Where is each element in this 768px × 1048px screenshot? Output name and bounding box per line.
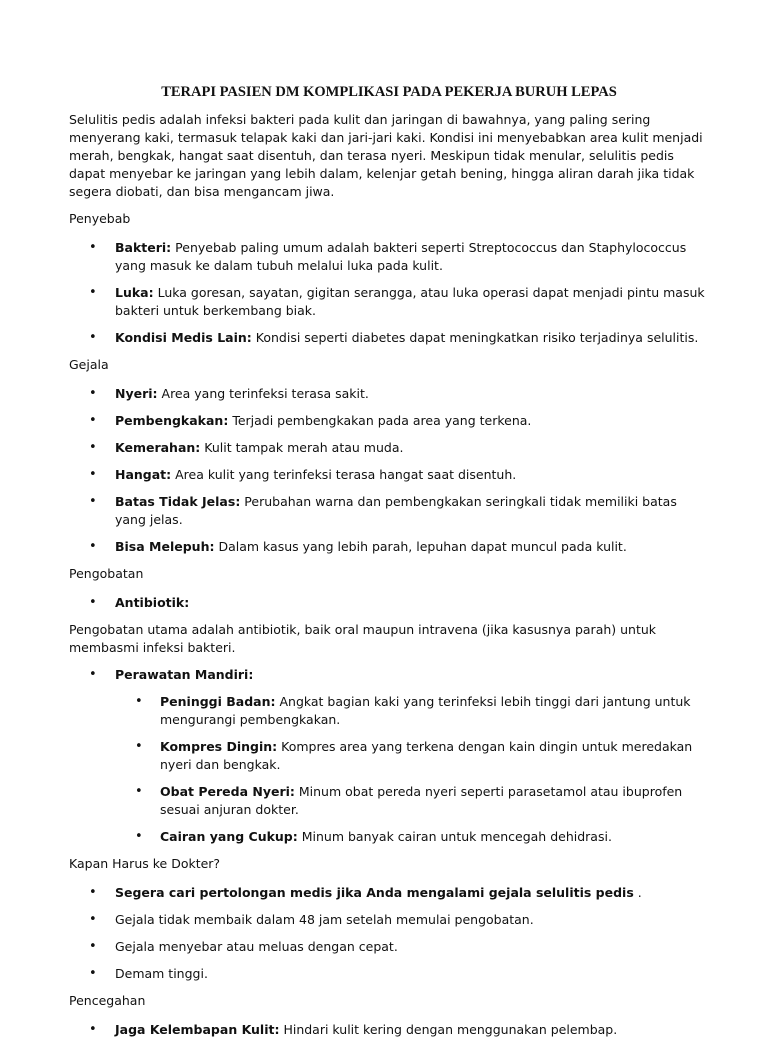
item-term: Antibiotik: (115, 595, 190, 610)
item-text: Kulit tampak merah atau muda. (200, 440, 404, 455)
list-gejala (69, 385, 709, 556)
item-term: Kemerahan: (115, 440, 201, 455)
item-text: Kompres area yang terkena dengan kain dingin untuk meredakan nyeri dan bengkak. (160, 739, 693, 772)
item-text: Terjadi pembengkakan pada area yang terkena. (228, 413, 532, 428)
list-item: • Demam tinggi. (69, 965, 709, 983)
list-item (69, 666, 709, 684)
list-pengobatan-perawatan (69, 666, 709, 684)
item-term: Obat Pereda Nyeri: (160, 784, 295, 799)
item-term: Kondisi Medis Lain: (115, 330, 252, 345)
list-item (69, 594, 709, 612)
list-item (69, 738, 709, 774)
item-term: Jaga Kelembapan Kulit: (115, 1022, 280, 1037)
document-title: TERAPI PASIEN DM KOMPLIKASI PADA PEKERJA BURUH LEPAS (161, 84, 617, 100)
document-page (69, 82, 709, 1048)
item-text: . (633, 885, 642, 900)
list-item (69, 493, 709, 529)
item-term: Kompres Dingin: (160, 739, 278, 754)
section-heading-penyebab: Penyebab (69, 211, 131, 226)
item-text: Area kulit yang terinfeksi terasa hangat saat disentuh. (171, 467, 517, 482)
list-item (69, 385, 709, 403)
list-item (69, 329, 709, 347)
section-heading-pencegahan: Pencegahan (69, 993, 146, 1008)
item-text: Minum obat pereda nyeri seperti parasetamol atau ibuprofen sesuai anjuran dokter. (160, 784, 683, 817)
list-item (69, 884, 709, 902)
list-dokter (69, 884, 709, 983)
item-term: Luka: (115, 285, 154, 300)
item-term: Segera cari pertolongan medis jika Anda mengalami gejala selulitis pedis (115, 885, 634, 900)
list-penyebab (69, 239, 709, 347)
item-term: Bisa Melepuh: (115, 539, 215, 554)
item-text: Perubahan warna dan pembengkakan seringkali tidak memiliki batas yang jelas. (115, 494, 677, 527)
item-text: Kondisi seperti diabetes dapat meningkatkan risiko terjadinya selulitis. (251, 330, 699, 345)
item-term: Bakteri: (115, 240, 172, 255)
item-term: Perawatan Mandiri: (115, 667, 254, 682)
item-text: Luka goresan, sayatan, gigitan serangga, atau luka operasi dapat menjadi pintu masuk bakteri untuk berkembang biak. (115, 285, 705, 318)
item-term: Pembengkakan: (115, 413, 229, 428)
item-term: Hangat: (115, 467, 172, 482)
section-heading-dokter: Kapan Harus ke Dokter? (69, 856, 221, 871)
item-text: Angkat bagian kaki yang terinfeksi lebih tinggi dari jantung untuk mengurangi pembengkakan. (160, 694, 691, 727)
item-term: Peninggi Badan: (160, 694, 276, 709)
list-item (69, 466, 709, 484)
sublist-perawatan-mandiri (69, 693, 709, 846)
intro-paragraph: Selulitis pedis adalah infeksi bakteri pada kulit dan jaringan di bawahnya, yang paling sering menyerang kaki, termasuk telapak kaki dan jari-jari kaki. Kondisi ini menyebabkan area kulit menjadi merah, bengkak, hangat saat disentuh, dan terasa nyeri. Meskipun tidak menular, selulitis pedis dapat menyebar ke jaringan yang lebih dalam, kelenjar getah bening, hingga aliran darah jika tidak segera diobati, dan bisa mengancam jiwa. (69, 112, 703, 199)
item-term: Cairan yang Cukup: (160, 829, 298, 844)
list-item (69, 284, 709, 320)
item-text: Penyebab paling umum adalah bakteri seperti Streptococcus dan Staphylococcus yang masuk ke dalam tubuh melalui luka pada kulit. (115, 240, 687, 273)
item-term: Nyeri: (115, 386, 158, 401)
list-item (69, 439, 709, 457)
item-text: Minum banyak cairan untuk mencegah dehidrasi. (297, 829, 612, 844)
item-text: Dalam kasus yang lebih parah, lepuhan dapat muncul pada kulit. (214, 539, 627, 554)
list-item (69, 538, 709, 556)
antibiotik-paragraph: Pengobatan utama adalah antibiotik, baik oral maupun intravena (jika kasusnya parah) untuk membasmi infeksi bakteri. (69, 622, 657, 655)
list-item (69, 412, 709, 430)
list-item: • Gejala menyebar atau meluas dengan cepat. (69, 938, 709, 956)
list-item: • Gejala tidak membaik dalam 48 jam setelah memulai pengobatan. (69, 911, 709, 929)
section-heading-pengobatan: Pengobatan (69, 566, 144, 581)
item-text: Hindari kulit kering dengan menggunakan pelembap. (279, 1022, 618, 1037)
item-term: Batas Tidak Jelas: (115, 494, 241, 509)
list-pengobatan-antibiotik (69, 594, 709, 612)
list-item (69, 828, 709, 846)
list-item (69, 693, 709, 729)
list-item (69, 783, 709, 819)
item-text: Area yang terinfeksi terasa sakit. (157, 386, 369, 401)
section-heading-gejala: Gejala (69, 357, 109, 372)
list-item (69, 239, 709, 275)
